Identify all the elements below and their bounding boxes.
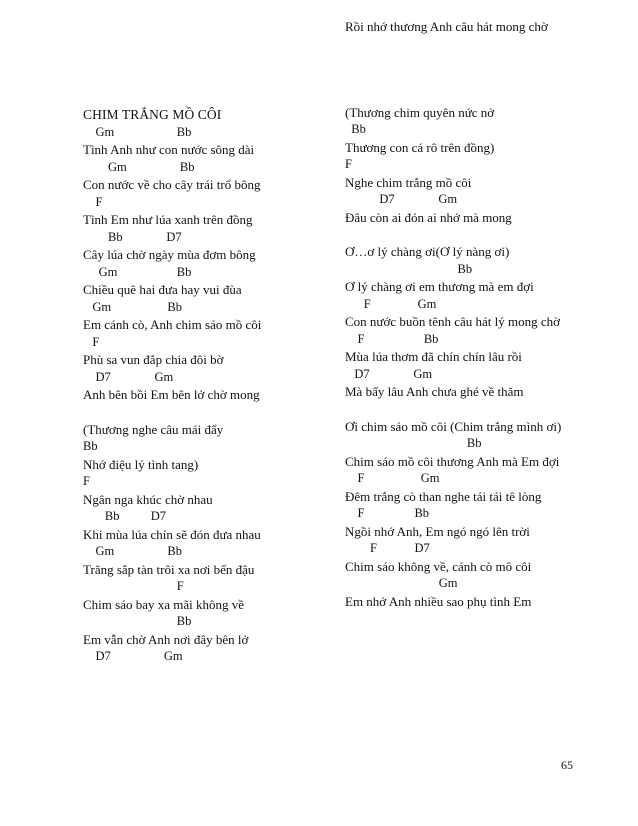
chord-line: D7 Gm (345, 366, 433, 381)
chord-line: Bb (83, 614, 192, 628)
lyric-line: Ơi chim sáo mồ côi (Chim trắng mình ơi) (345, 418, 562, 434)
lyric-line: Con nước về cho cây trái trổ bông (83, 177, 261, 192)
chord-line: Gm Bb (83, 159, 195, 174)
chord-line: Bb D7 (83, 229, 182, 244)
lyric-line: Tình Anh như con nước sông dài (83, 142, 255, 157)
lyric-line: Thương con cá rô trên đồng) (345, 139, 495, 155)
lyric-line: Trăng sắp tàn trôi xa nơi bến đậu (83, 561, 255, 577)
chord-line: Gm Bb (83, 544, 182, 558)
chord-line: F (83, 194, 103, 209)
lyric-line: Em vẫn chờ Anh nơi đây bên lở (83, 631, 249, 647)
lyric-line: Tình Em như lúa xanh trên đồng (83, 212, 253, 227)
lyric-line: Ơ lý chàng ơi em thương mà em đợi (345, 279, 534, 294)
stanza-gap (83, 404, 323, 421)
lyric-line: Anh bên bồi Em bên lở chờ mong (83, 387, 260, 402)
chord-line: Gm Bb (83, 299, 182, 314)
lyric-line: Nghe chim trắng mồ côi (345, 174, 472, 190)
stanza-gap (345, 226, 585, 243)
chord-line: Gm (345, 576, 458, 590)
stanza-gap (345, 87, 585, 104)
chord-line: F (83, 334, 100, 349)
lyric-line: Em cánh cò, Anh chim sáo mồ côi (83, 317, 262, 332)
lyric-line: Ngồi nhớ Anh, Em ngó ngó lên trời (345, 523, 530, 539)
lyric-line: Mà bấy lâu Anh chưa ghé về thăm (345, 384, 524, 399)
lyric-line: Chim sáo không về, cánh cò mô côi (345, 558, 532, 574)
lyric-line: Chim sáo bay xa mãi không về (83, 596, 245, 612)
lyric-line: Ngân nga khúc chờ nhau (83, 491, 213, 507)
chord-line: D7 Gm (83, 649, 183, 663)
lyric-line: Em nhớ Anh nhiều sao phụ tình Em (345, 593, 532, 609)
lyric-line: Rồi nhớ thương Anh câu hát mong chờ (345, 19, 548, 34)
chord-line: Bb (83, 439, 98, 453)
lyric-line: Ơ…ơ lý chàng ơi(Ơ lý nàng ơi) (345, 244, 510, 259)
lyric-line: Chim sáo mồ côi thương Anh mà Em đợi (345, 453, 560, 469)
lyric-line: Chiều quê hai đưa hay vui đùa (83, 282, 242, 297)
lyric-line: Đêm trắng cò than nghe tái tái tê lòng (345, 488, 542, 504)
stanza-gap (345, 36, 585, 53)
chord-line: F (83, 579, 184, 593)
chord-line: Gm Bb (83, 264, 192, 279)
lyric-line: (Thương chim quyên nức nở (345, 104, 495, 120)
chord-line: D7 Gm (83, 369, 174, 384)
lyric-line: Phù sa vun đắp chia đôi bờ (83, 352, 224, 367)
lyric-line: Nhớ điệu lý tình tang) (83, 456, 199, 472)
lyric-line: Khi mùa lúa chín sẽ đón đưa nhau (83, 526, 261, 542)
chord-line: F D7 (345, 541, 430, 555)
chord-line: D7 Gm (345, 192, 458, 206)
stanza-gap (345, 401, 585, 418)
lyric-line: Cây lúa chờ ngày mùa đơm bông (83, 247, 256, 262)
lyric-line: Con nước buồn tênh câu hát lý mong chờ (345, 314, 561, 329)
chord-line: Bb (345, 122, 366, 136)
song-title: CHIM TRẮNG MỒ CÔI (83, 107, 222, 122)
chord-line: Bb D7 (83, 509, 166, 523)
chord-line: Bb (345, 436, 482, 450)
stanza-gap (345, 70, 585, 87)
right-column (345, 18, 585, 610)
chord-line: F Bb (345, 506, 430, 520)
chord-line: Bb (345, 261, 473, 276)
lyric-line: (Thương nghe câu mái đẩy (83, 421, 224, 437)
stanza-gap (345, 53, 585, 70)
chord-line: F Gm (345, 296, 437, 311)
chord-line: F (345, 157, 352, 171)
chord-line: F Bb (345, 331, 439, 346)
left-column (83, 106, 323, 666)
lyric-line: Đâu còn ai đón ai nhớ mà mong (345, 209, 512, 225)
chord-line: F Gm (345, 471, 440, 485)
page-number: 65 (561, 758, 573, 772)
lyric-line: Mùa lúa thơm đã chín chín lâu rồi (345, 349, 522, 364)
chord-line: Gm Bb (83, 124, 192, 139)
chord-line: F (83, 474, 90, 488)
